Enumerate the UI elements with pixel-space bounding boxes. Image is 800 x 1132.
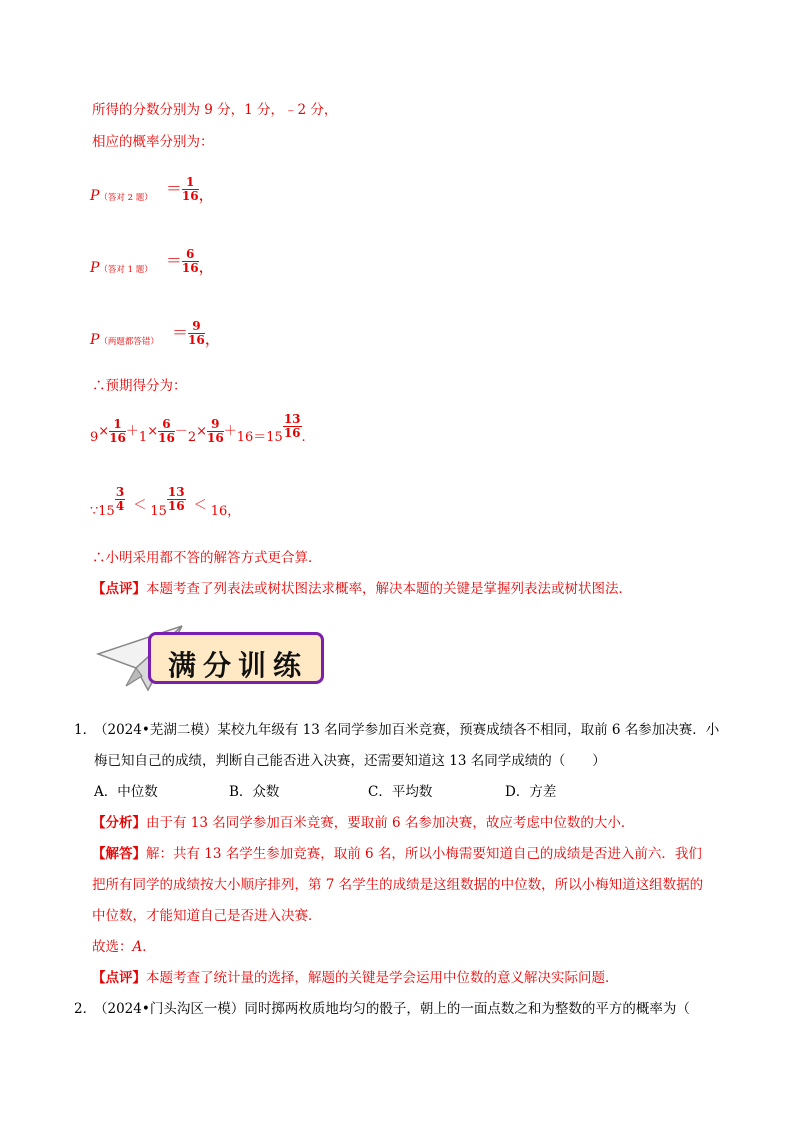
p-symbol: P <box>90 188 100 204</box>
p2-subscript: （答对 1 题） <box>99 265 153 275</box>
q1-analysis <box>92 814 634 832</box>
q1-comment <box>92 969 619 987</box>
solution-line-probabilities: 相应的概率分别为： <box>92 134 214 150</box>
result-fraction <box>283 413 302 440</box>
q2-stem-line1: （2024•门头沟区一模）同时掷两枚质地均匀的骰子，朝上的一面点数之和为整数的平方的概率为（ <box>94 1001 690 1017</box>
choice-suffix: ． <box>142 939 156 955</box>
q1-choice <box>92 938 156 956</box>
plus-sign: ＋ <box>125 424 139 439</box>
comparison-inequality <box>90 485 241 519</box>
solution-comment <box>92 580 632 598</box>
sixteen-end: 16， <box>210 504 241 519</box>
p1-subscript: （答对 2 题） <box>99 193 153 203</box>
minus-sign: － <box>174 424 188 439</box>
result-denominator: 16 <box>283 426 301 440</box>
times-sign: × <box>196 424 207 439</box>
p2-fraction <box>182 248 199 275</box>
choice-value: A <box>132 939 143 955</box>
term3-fraction <box>207 418 224 445</box>
answer-tag: 【解答】 <box>92 846 146 862</box>
q1-option-d[interactable]: D．方差 <box>505 784 557 800</box>
p2-numerator: 6 <box>186 247 195 261</box>
a-denominator: 4 <box>115 499 125 513</box>
answer-text-1: 解：共有 13 名学生参加竞赛，取前 6 名，所以小梅需要知道自己的成绩是否进入前六．我们 <box>146 846 702 862</box>
comma: ， <box>204 329 221 348</box>
q2-number: 2． <box>74 1001 97 1017</box>
because-fifteen: ∵15 <box>90 504 115 519</box>
solution-line-scores: 所得的分数分别为 9 分，1 分，﹣2 分， <box>92 102 338 118</box>
plus-sign: ＋ <box>223 424 237 439</box>
analysis-tag: 【分析】 <box>92 815 146 831</box>
comma: ， <box>198 185 215 204</box>
p2-denominator: 16 <box>181 261 199 275</box>
q1-answer-line3: 中位数，才能知道自己是否进入决赛． <box>92 908 322 924</box>
q1-option-c[interactable]: C．平均数 <box>368 784 433 800</box>
comma: ， <box>198 257 215 276</box>
b-numerator: 13 <box>167 485 185 499</box>
q1-option-a[interactable]: A．中位数 <box>94 784 158 800</box>
p3-numerator: 9 <box>192 319 201 333</box>
p-symbol: P <box>90 260 100 276</box>
p1-fraction <box>182 176 199 203</box>
probability-p2 <box>90 248 215 275</box>
expected-value-expression <box>90 412 306 445</box>
fifteen-mixed: 15 <box>150 504 167 519</box>
term1-denominator: 16 <box>109 431 126 445</box>
p1-denominator: 16 <box>181 189 199 203</box>
times-sign: × <box>98 424 110 439</box>
comment-text: 本题考查了列表法或树状图法求概率，解决本题的关键是掌握列表法或树状图法． <box>146 581 632 597</box>
probability-p3 <box>90 320 221 347</box>
fraction-thirteen-sixteenths <box>167 486 186 513</box>
q1-option-b[interactable]: B．众数 <box>229 784 280 800</box>
equals-sign: ＝ <box>165 179 182 198</box>
p3-denominator: 16 <box>188 333 205 347</box>
q1-answer-line1 <box>92 845 702 863</box>
q1-stem-line1: （2024•芜湖二模）某校九年级有 13 名同学参加百米竞赛，预赛成绩各不相同，取前 6 名参加决赛．小 <box>94 722 720 738</box>
comment-text: 本题考查了统计量的选择，解题的关键是学会运用中位数的意义解决实际问题． <box>146 970 619 986</box>
p1-numerator: 1 <box>186 175 195 189</box>
result-numerator: 13 <box>283 412 301 426</box>
q1-number: 1． <box>74 722 97 738</box>
term2-fraction <box>158 418 175 445</box>
times-sign: × <box>147 424 159 439</box>
p-symbol: P <box>90 332 100 348</box>
less-than-sign: ＜ <box>193 498 207 513</box>
choice-prefix: 故选： <box>92 939 133 955</box>
probability-p1 <box>90 176 215 203</box>
term1-numerator: 1 <box>113 417 122 431</box>
q1-stem-line2: 梅已知自己的成绩，判断自己能否进入决赛，还需要知道这 13 名同学成绩的（ ） <box>94 753 606 769</box>
term3-denominator: 16 <box>207 431 224 445</box>
banner-title: 满分训练 <box>168 649 309 682</box>
b-denominator: 16 <box>167 499 185 513</box>
q1-answer-line2: 把所有同学的成绩按大小顺序排列，第 7 名学生的成绩是这组数据的中位数，所以小梅知道这组数据的 <box>92 877 704 893</box>
fraction-three-quarters <box>115 486 125 513</box>
solution-expected-intro: ∴预期得分为： <box>92 378 187 394</box>
comment-tag: 【点评】 <box>92 581 146 597</box>
equals-sign: ＝ <box>165 251 182 270</box>
solution-conclusion: ∴小明采用都不答的解答方式更合算． <box>92 550 322 566</box>
term3-coefficient: 2 <box>187 430 197 445</box>
comment-tag: 【点评】 <box>92 970 146 986</box>
p3-fraction <box>188 320 205 347</box>
term2-numerator: 6 <box>162 417 171 431</box>
less-than-sign: ＜ <box>133 498 147 513</box>
term2-coefficient: 1 <box>138 430 148 445</box>
term2-denominator: 16 <box>158 431 175 445</box>
period: . <box>301 430 306 445</box>
analysis-text: 由于有 13 名同学参加百米竞赛，要取前 6 名参加决赛，故应考虑中位数的大小． <box>146 815 635 831</box>
p3-subscript: （两题都答错） <box>99 337 159 347</box>
a-numerator: 3 <box>115 485 125 499</box>
term1-fraction <box>109 418 126 445</box>
term4-and-result: 16＝15 <box>236 430 283 445</box>
equals-sign: ＝ <box>172 323 189 342</box>
term1-coefficient: 9 <box>90 430 99 445</box>
term3-numerator: 9 <box>211 417 220 431</box>
